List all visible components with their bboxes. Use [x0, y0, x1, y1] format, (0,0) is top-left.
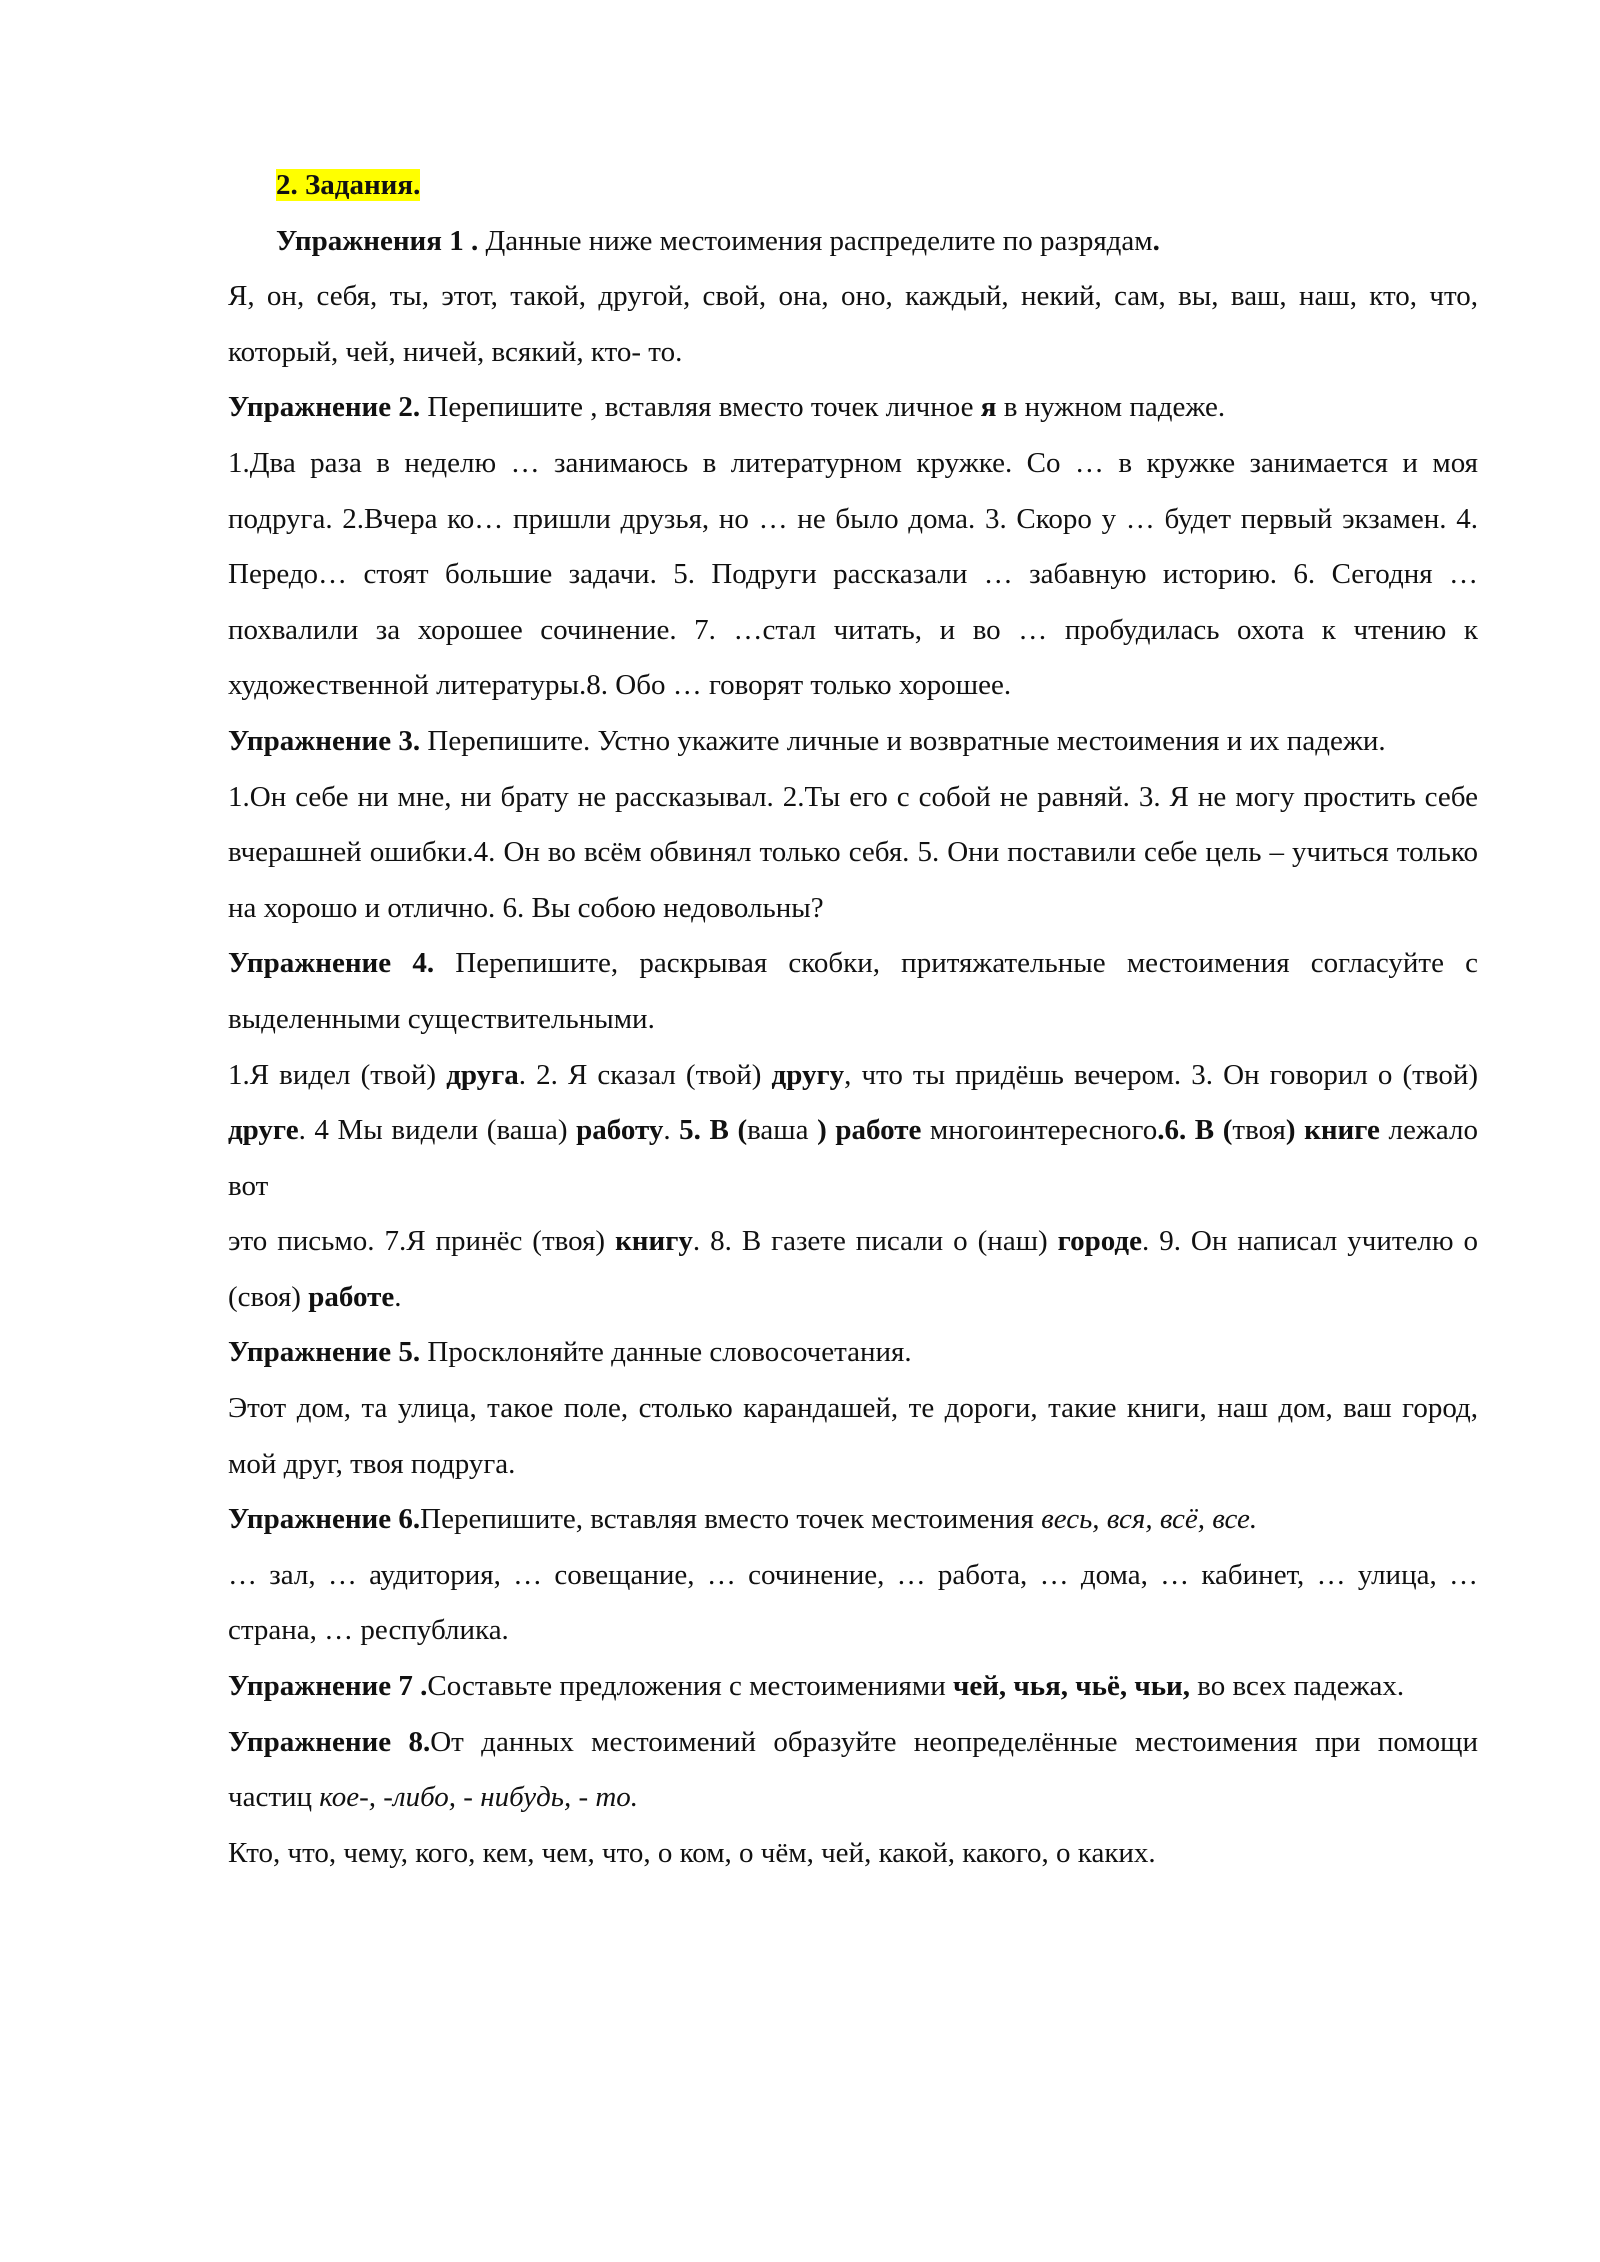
exercise-5-body: Этот дом, та улица, такое поле, столько карандашей, те дороги, такие книги, наш дом, ваш город, мой друг, твоя подруга.: [228, 1392, 1478, 1480]
exercise-5-title: [228, 1325, 1478, 1381]
exercise-7-pronouns: чей, чья, чьё, чьи,: [952, 1670, 1191, 1703]
exercise-2-label: Упражнение 2.: [228, 391, 421, 424]
exercise-4-bold-noun: работу: [576, 1114, 664, 1147]
exercise-4-label: Упражнение 4.: [228, 947, 435, 980]
exercise-4-text: . 8. В газете писали о (наш): [692, 1225, 1058, 1258]
exercise-8-title: [228, 1715, 1478, 1826]
exercise-1-instruction: Данные ниже местоимения распределите по разрядам: [478, 224, 1153, 257]
exercise-4-bold-noun: книгу: [615, 1225, 693, 1258]
exercise-8-label: Упражнение 8.: [228, 1725, 431, 1758]
exercise-4-instruction: Перепишите, раскрывая скобки, притяжательные местоимения согласуйте с выделенными существительными.: [228, 947, 1479, 1035]
exercise-5-instruction: Просклоняйте данные словосочетания.: [420, 1336, 912, 1369]
exercise-4-body-1: [228, 1048, 1478, 1215]
exercise-3-title: [228, 714, 1478, 770]
exercise-7-instruction-b: во всех падежах.: [1190, 1670, 1405, 1703]
document-page: [228, 158, 1478, 1881]
exercise-4-bold-noun: ) работе: [808, 1114, 922, 1147]
exercise-4-text: твоя: [1232, 1114, 1286, 1147]
exercise-7-label: Упражнение 7 .: [228, 1670, 428, 1703]
exercise-6-body: … зал, … аудитория, … совещание, … сочинение, … работа, … дома, … кабинет, … улица, … страна, … республика.: [228, 1558, 1478, 1647]
exercise-4-text: . 9. Он написал учителю о (своя): [228, 1225, 1478, 1313]
section-heading-line: [228, 158, 1478, 214]
exercise-6-pronouns: весь, вся, всё, все.: [1041, 1503, 1258, 1536]
exercise-1-pronoun-list: Я, он, себя, ты, этот, такой, другой, свой, она, оно, каждый, некий, сам, вы, ваш, наш, кто, что, который, чей, ничей, всякий, кто- то.: [228, 280, 1478, 368]
exercise-4-bold-noun: друге: [228, 1114, 299, 1147]
exercise-1-label: Упражнения 1 .: [276, 224, 479, 257]
exercise-4-bold-noun: работе: [308, 1280, 395, 1313]
exercise-4-text: 1.Я видел (твой): [228, 1058, 447, 1091]
exercise-2-body: 1.Два раза в неделю … занимаюсь в литературном кружке. Со … в кружке занимается и моя подруга. 2.Вчера ко… пришли друзья, но … не было дома. 3. Скоро у … будет первый экзамен. 4. Передо… стоят большие задачи. 5. Подруги рассказали … забавную историю. 6. Сегодня … похвалили за хорошее сочинение. 7. …стал читать, и во … пробудилась охота к чтению к художественной литературы.8. Обо … говорят только хорошее.: [228, 446, 1478, 702]
exercise-3-label: Упражнение 3.: [228, 724, 421, 757]
exercise-4-bold-noun: друга: [446, 1058, 519, 1091]
exercise-4-bold-noun: .6. В (: [1157, 1114, 1233, 1147]
exercise-4-body-2: [228, 1214, 1478, 1325]
exercise-2-instruction-b: в нужном падеже.: [996, 391, 1226, 424]
exercise-4-text: лежало вот: [228, 1114, 1478, 1202]
exercise-2-pronoun: я: [980, 391, 997, 424]
exercise-8-instruction: От данных местоимений образуйте неопределённые местоимения при помощи частиц: [228, 1725, 1478, 1814]
exercise-4-text: .: [663, 1114, 680, 1147]
exercise-4-text: .: [394, 1280, 402, 1313]
exercise-1-end-period: .: [1152, 224, 1160, 257]
exercise-4-text: многоинтересного: [921, 1114, 1158, 1147]
exercise-6-instruction: Перепишите, вставляя вместо точек местоимения: [420, 1503, 1042, 1536]
exercise-4-text: , что ты придёшь вечером. 3. Он говорил о (твой): [844, 1058, 1479, 1091]
exercise-7-instruction: Составьте предложения с местоимениями: [427, 1670, 953, 1703]
exercise-6-title: [228, 1492, 1478, 1548]
exercise-5-label: Упражнение 5.: [228, 1336, 421, 1369]
exercise-3-body: 1.Он себе ни мне, ни брату не рассказывал. 2.Ты его с собой не равняй. 3. Я не могу простить себе вчерашней ошибки.4. Он во всём обвинял только себя. 5. Они поставили себе цель – учиться только на хорошо и отлично. 6. Вы собою недовольны?: [228, 780, 1478, 924]
exercise-4-text: . 4 Мы видели (ваша): [298, 1114, 577, 1147]
exercise-4-text: ваша: [747, 1114, 809, 1147]
exercise-4-bold-noun: городе: [1057, 1225, 1142, 1258]
exercise-4-title: [228, 936, 1478, 1047]
exercise-2-title: [228, 380, 1478, 436]
exercise-4-bold-noun: ) книге: [1285, 1114, 1380, 1147]
section-heading: 2. Задания.: [276, 169, 421, 201]
exercise-4-text: это письмо. 7.Я принёс (твоя): [228, 1225, 616, 1258]
exercise-4-text: . 2. Я сказал (твой): [518, 1058, 772, 1091]
exercise-8-particles: кое-, -либо, - нибудь, - то.: [319, 1781, 639, 1814]
exercise-4-bold-noun: 5. В (: [679, 1114, 748, 1147]
exercise-6-label: Упражнение 6.: [228, 1503, 421, 1536]
exercise-3-instruction: Перепишите. Устно укажите личные и возвратные местоимения и их падежи.: [420, 724, 1386, 757]
exercise-7-title: [228, 1659, 1478, 1715]
exercise-4-bold-noun: другу: [771, 1058, 845, 1091]
exercise-2-instruction-a: Перепишите , вставляя вместо точек личное: [420, 391, 981, 424]
exercise-8-body: Кто, что, чему, кого, кем, чем, что, о ком, о чём, чей, какой, какого, о каких.: [228, 1836, 1156, 1869]
exercise-1-title: [228, 214, 1478, 270]
